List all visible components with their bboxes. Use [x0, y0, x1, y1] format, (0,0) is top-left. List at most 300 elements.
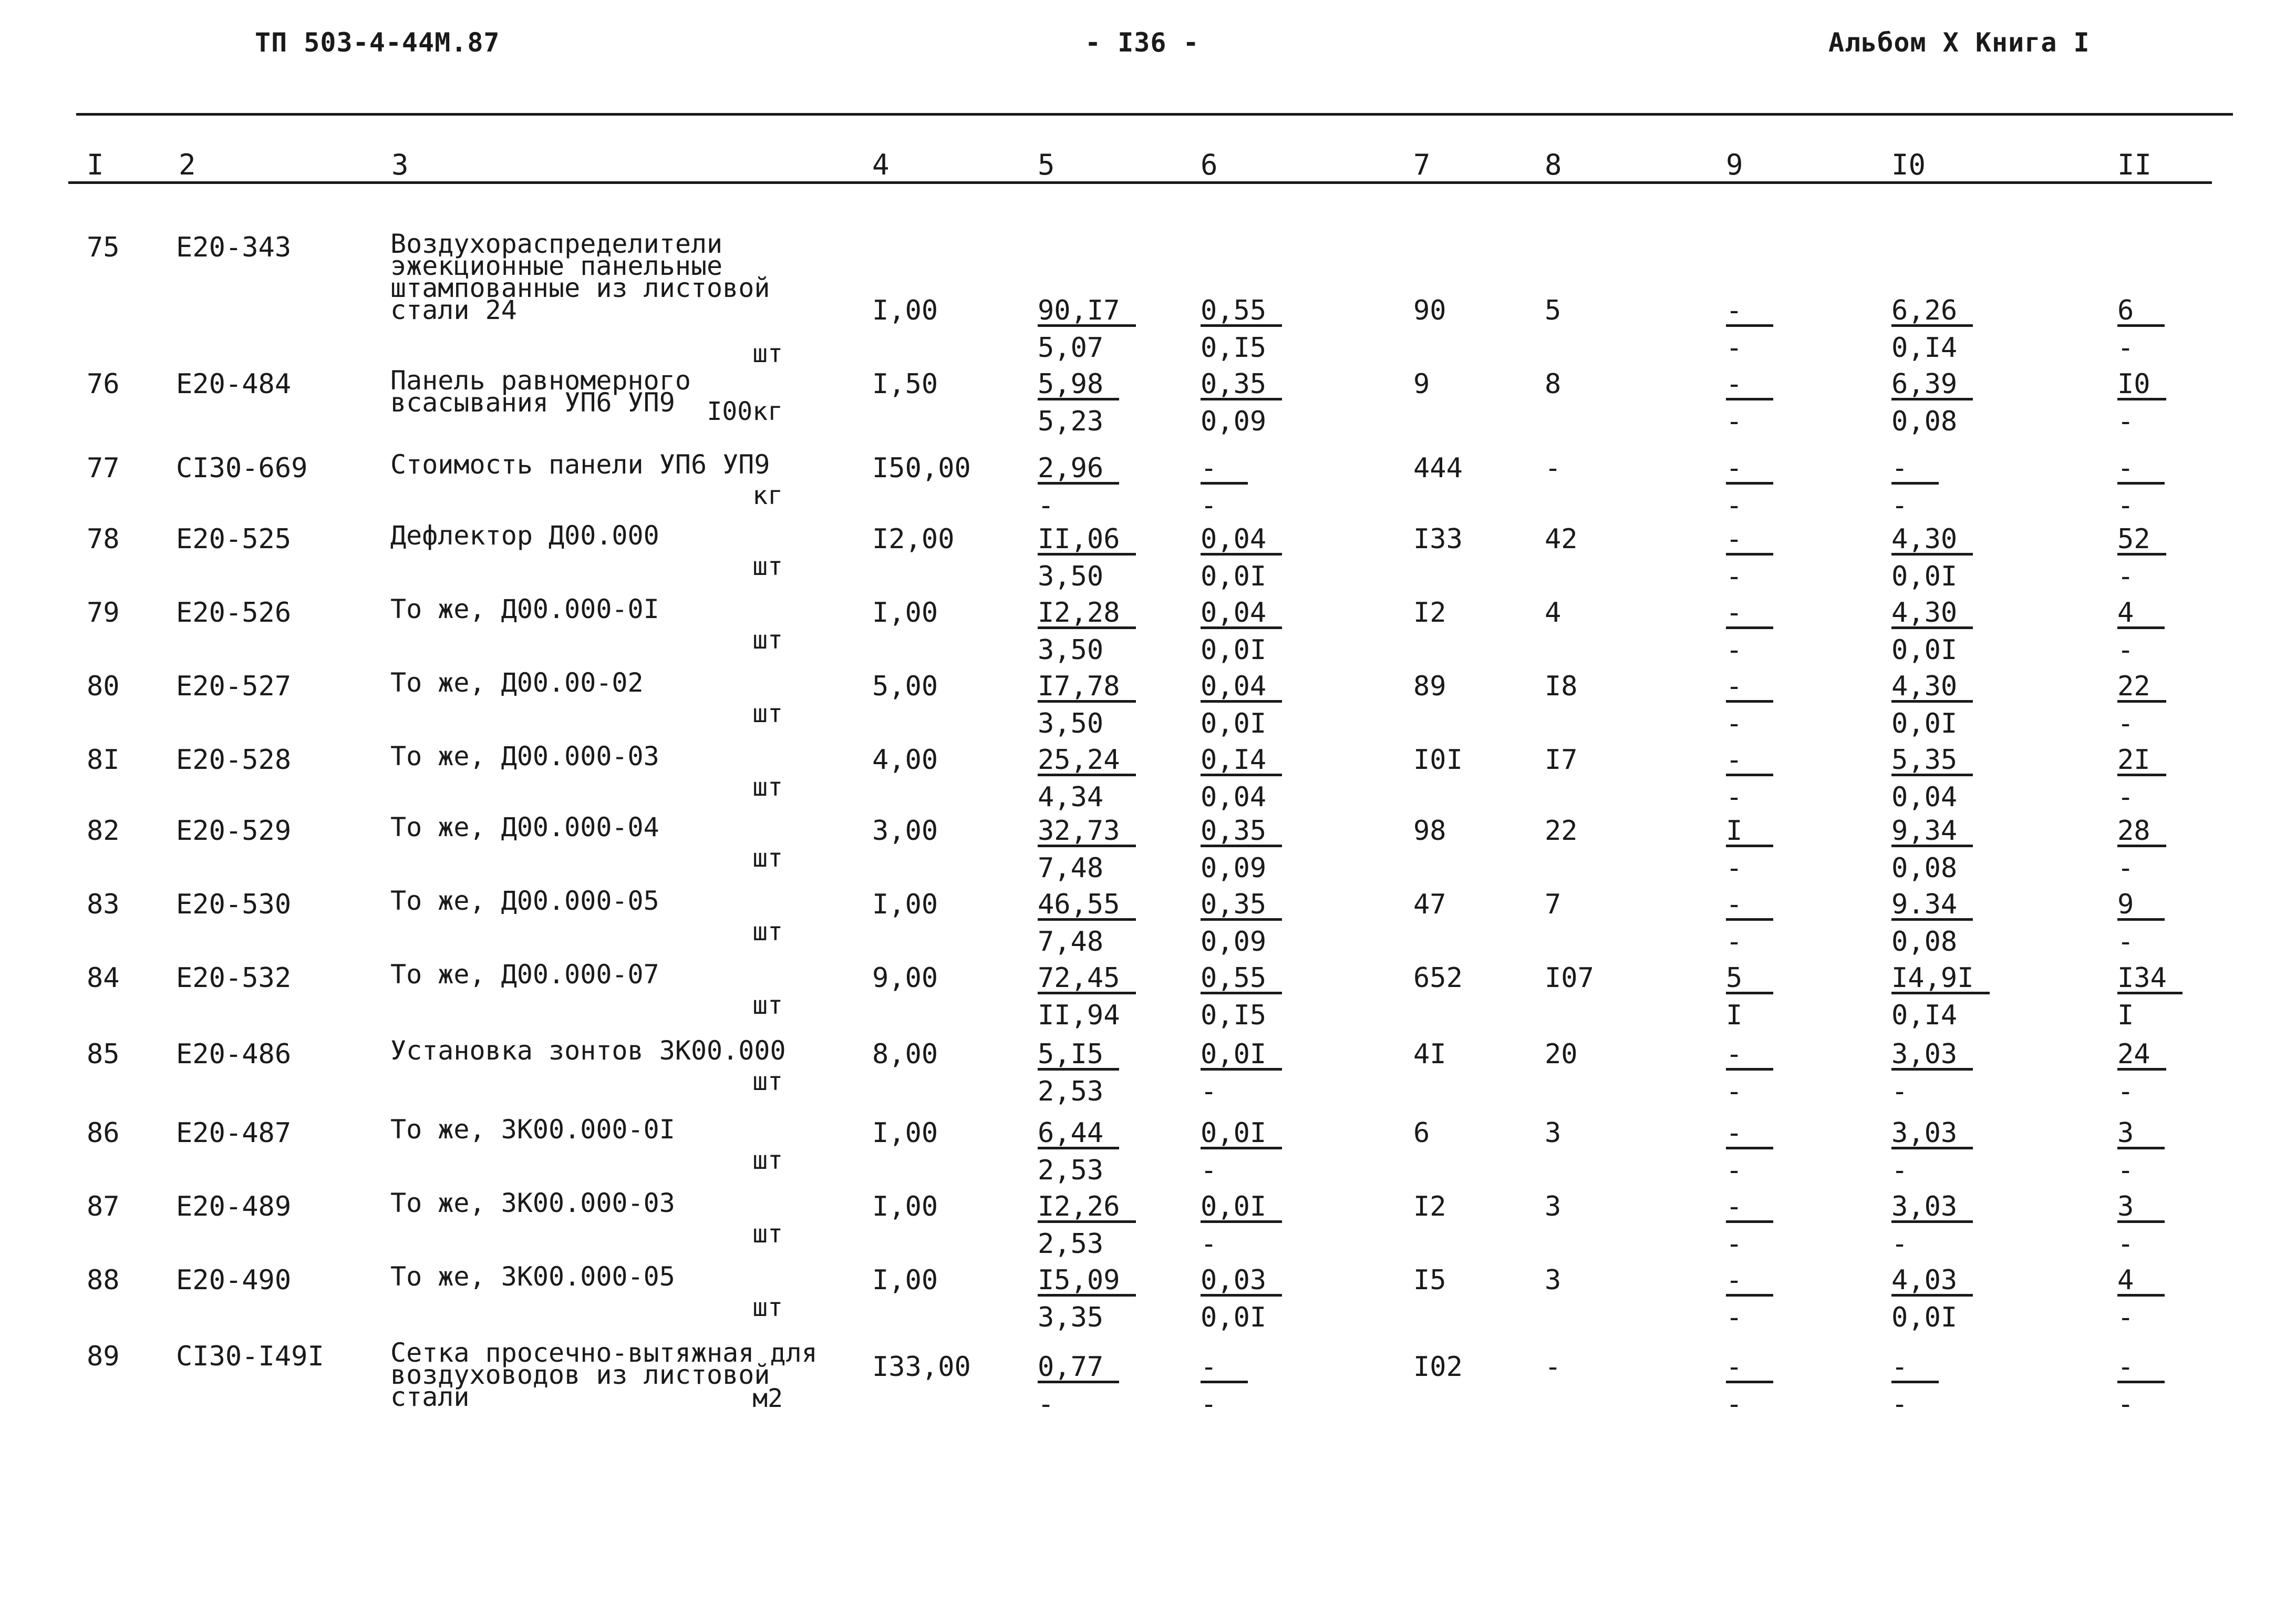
column-number: 2: [179, 148, 196, 181]
column-7-value: 4I: [1413, 1039, 1446, 1070]
column-8-value: 20: [1545, 1039, 1578, 1070]
c5-denominator: -: [1038, 490, 1054, 521]
c6-denominator: 0,I5: [1201, 332, 1267, 364]
c10-value: [1891, 1353, 1939, 1418]
c9-numerator: -: [1726, 526, 1773, 556]
c9-denominator: -: [1726, 1155, 1743, 1186]
c6-value: [1201, 1193, 1282, 1258]
c10-denominator: 0,08: [1891, 406, 1958, 437]
work-description: Стоимость панели УП6 УП9: [390, 449, 770, 480]
work-description: То же, Д00.000-07: [390, 959, 659, 990]
c10-numerator: 4,30: [1891, 673, 1973, 703]
c10-numerator: 6,26: [1891, 297, 1973, 327]
c10-value: [1891, 297, 1973, 362]
column-8-value: 5: [1545, 295, 1561, 326]
c5-numerator: 72,45: [1038, 964, 1136, 994]
c9-value: [1726, 817, 1773, 882]
c10-denominator: 0,0I: [1891, 561, 1958, 592]
c10-numerator: -: [1891, 455, 1939, 485]
price-code: Е20-525: [176, 523, 292, 555]
c10-numerator: 5,35: [1891, 746, 1973, 776]
unit-of-measure: I00кг: [707, 397, 783, 426]
unit-of-measure: шт: [752, 917, 783, 947]
c11-denominator: -: [2117, 332, 2134, 364]
work-description: Воздухораспределители эжекционные панельные штампованные из листовой стали 24: [390, 229, 770, 325]
c6-value: [1201, 523, 1282, 592]
c5-numerator: 2,96: [1038, 455, 1119, 485]
c9-denominator: -: [1726, 926, 1743, 958]
c10-numerator: 3,03: [1891, 1119, 1973, 1149]
c5-numerator: 5,98: [1038, 371, 1119, 400]
price-code: Е20-489: [176, 1191, 292, 1222]
c9-denominator: -: [1726, 708, 1743, 739]
c10-numerator: -: [1891, 1353, 1939, 1383]
column-number: 4: [872, 148, 890, 181]
c11-value: [2117, 455, 2165, 519]
column-7-value: I02: [1413, 1351, 1463, 1383]
c6-numerator: -: [1201, 1353, 1248, 1383]
column-8-value: 8: [1545, 368, 1561, 400]
c9-value: [1726, 599, 1773, 664]
c5-denominator: 3,50: [1038, 561, 1104, 592]
c11-numerator: 28: [2117, 817, 2166, 847]
c11-numerator: -: [2117, 455, 2165, 485]
column-number: 5: [1038, 148, 1055, 181]
c5-numerator: II,06: [1038, 526, 1136, 556]
c9-denominator: -: [1726, 1228, 1743, 1260]
c6-value: [1201, 673, 1282, 737]
c5-denominator: 7,48: [1038, 926, 1104, 958]
c9-value: [1726, 455, 1773, 519]
c6-denominator: 0,0I: [1201, 1302, 1267, 1333]
c11-numerator: 22: [2117, 673, 2166, 703]
column-8-value: 42: [1545, 523, 1578, 555]
c6-value: [1201, 455, 1248, 519]
row-number: 88: [87, 1265, 120, 1296]
c9-value: [1726, 889, 1773, 958]
quantity: 5,00: [872, 671, 938, 702]
work-description: То же, Д00.00-02: [390, 667, 644, 698]
c11-value: [2117, 1119, 2165, 1184]
work-description: Сетка просечно-вытяжная для воздуховодов из листовой стали: [390, 1338, 818, 1412]
c11-value: [2117, 889, 2165, 958]
c11-numerator: 4: [2117, 1267, 2165, 1297]
c10-numerator: 4,03: [1891, 1267, 1973, 1297]
column-8-value: I7: [1545, 744, 1578, 776]
row-number: 75: [87, 232, 120, 263]
c9-value: [1726, 523, 1773, 592]
c11-numerator: -: [2117, 1353, 2165, 1383]
column-7-value: 89: [1413, 671, 1446, 702]
c9-value: [1726, 1119, 1773, 1184]
c6-denominator: -: [1201, 1228, 1217, 1260]
c11-denominator: -: [2117, 926, 2134, 958]
work-description: Панель равномерного всасывания УП6 УП9: [390, 365, 691, 418]
c10-denominator: 0,I4: [1891, 1000, 1958, 1031]
c9-value: [1726, 368, 1773, 437]
column-7-value: 652: [1413, 962, 1463, 994]
price-code: Е20-530: [176, 889, 292, 920]
c10-denominator: 0,0I: [1891, 708, 1958, 739]
c11-numerator: 9: [2117, 891, 2165, 921]
c10-value: [1891, 455, 1939, 519]
c5-numerator: I2,26: [1038, 1193, 1136, 1223]
c6-value: [1201, 746, 1282, 811]
c9-denominator: -: [1726, 332, 1743, 364]
c9-denominator: -: [1726, 406, 1743, 437]
work-description: То же, Д00.000-03: [390, 741, 659, 772]
c6-value: [1201, 817, 1282, 882]
unit-of-measure: шт: [752, 699, 783, 728]
quantity: I,00: [872, 295, 938, 326]
price-code: СI30-669: [176, 453, 308, 484]
row-number: 83: [87, 889, 120, 920]
c11-value: [2117, 746, 2166, 811]
c9-numerator: -: [1726, 1041, 1773, 1071]
column-8-value: 22: [1545, 815, 1578, 847]
unit-of-measure: шт: [752, 991, 783, 1020]
column-number: 9: [1726, 148, 1743, 181]
row-number: 77: [87, 453, 120, 484]
c6-value: [1201, 1353, 1248, 1418]
c5-value: [1038, 599, 1136, 664]
row-number: 85: [87, 1039, 120, 1070]
row-number: 78: [87, 523, 120, 555]
work-description: То же, ЗК00.000-0I: [390, 1114, 675, 1145]
c5-denominator: 3,35: [1038, 1302, 1104, 1333]
c5-value: [1038, 1119, 1119, 1184]
c5-numerator: I5,09: [1038, 1267, 1136, 1297]
c10-value: [1891, 1267, 1973, 1331]
c6-numerator: 0,0I: [1201, 1193, 1282, 1223]
c6-value: [1201, 889, 1282, 958]
c6-value: [1201, 1267, 1282, 1331]
column-8-value: -: [1545, 453, 1561, 484]
column-7-value: 47: [1413, 889, 1446, 920]
row-number: 79: [87, 597, 120, 629]
c9-numerator: -: [1726, 455, 1773, 485]
column-number: I: [87, 148, 104, 181]
c11-numerator: I34: [2117, 964, 2183, 994]
column-number: I0: [1891, 148, 1926, 181]
c6-numerator: 0,0I: [1201, 1041, 1282, 1071]
c9-numerator: 5: [1726, 964, 1773, 994]
c9-denominator: -: [1726, 490, 1743, 521]
row-number: 82: [87, 815, 120, 847]
c6-numerator: -: [1201, 455, 1248, 485]
c5-numerator: I2,28: [1038, 599, 1136, 629]
c5-value: [1038, 297, 1136, 362]
c11-value: [2117, 1267, 2165, 1331]
column-8-value: 4: [1545, 597, 1561, 629]
quantity: 4,00: [872, 744, 938, 776]
c5-denominator: 3,50: [1038, 634, 1104, 666]
c9-numerator: -: [1726, 891, 1773, 921]
c5-denominator: 7,48: [1038, 852, 1104, 884]
document-code: ТП 503-4-44М.87: [255, 27, 500, 58]
c5-value: [1038, 964, 1136, 1029]
column-7-value: 444: [1413, 453, 1463, 484]
c6-denominator: -: [1201, 1155, 1217, 1186]
c6-denominator: 0,04: [1201, 782, 1267, 813]
quantity: I33,00: [872, 1351, 971, 1383]
unit-of-measure: шт: [752, 1067, 783, 1096]
column-number: 7: [1413, 148, 1431, 181]
c6-denominator: 0,09: [1201, 852, 1267, 884]
quantity: I,00: [872, 889, 938, 920]
unit-of-measure: шт: [752, 552, 783, 581]
c6-denominator: -: [1201, 1389, 1217, 1420]
c11-denominator: -: [2117, 406, 2134, 437]
column-8-value: I07: [1545, 962, 1594, 994]
c10-value: [1891, 964, 1990, 1029]
c11-denominator: -: [2117, 1228, 2134, 1260]
c10-denominator: 0,08: [1891, 852, 1958, 884]
c5-value: [1038, 523, 1136, 592]
work-description: То же, ЗК00.000-03: [390, 1188, 675, 1218]
c6-value: [1201, 1041, 1282, 1105]
c5-denominator: 5,07: [1038, 332, 1104, 364]
c6-value: [1201, 368, 1282, 437]
c10-value: [1891, 673, 1973, 737]
c9-value: [1726, 1267, 1773, 1331]
work-description: Установка зонтов ЗК00.000: [390, 1035, 786, 1066]
c11-value: [2117, 964, 2183, 1029]
c10-denominator: -: [1891, 490, 1908, 521]
c10-numerator: 3,03: [1891, 1193, 1973, 1223]
c10-denominator: 0,0I: [1891, 634, 1958, 666]
c11-numerator: 4: [2117, 599, 2165, 629]
c10-value: [1891, 1119, 1973, 1184]
c5-denominator: 5,23: [1038, 406, 1104, 437]
c5-value: [1038, 746, 1136, 811]
c5-value: [1038, 817, 1136, 882]
c11-denominator: -: [2117, 852, 2134, 884]
c10-value: [1891, 368, 1973, 437]
c11-numerator: 52: [2117, 526, 2166, 556]
work-description: То же, Д00.000-05: [390, 886, 659, 916]
quantity: I,00: [872, 1265, 938, 1296]
c9-denominator: -: [1726, 1389, 1743, 1420]
column-7-value: I2: [1413, 597, 1446, 629]
c11-value: [2117, 599, 2165, 664]
c6-denominator: -: [1201, 490, 1217, 521]
c10-denominator: -: [1891, 1076, 1908, 1107]
quantity: I,00: [872, 597, 938, 629]
c6-value: [1201, 297, 1282, 362]
c9-value: [1726, 964, 1773, 1029]
column-number: 6: [1201, 148, 1218, 181]
c9-numerator: -: [1726, 1267, 1773, 1297]
price-code: Е20-484: [176, 368, 292, 400]
work-description: То же, ЗК00.000-05: [390, 1261, 675, 1292]
row-number: 8I: [87, 744, 120, 776]
c6-denominator: -: [1201, 1076, 1217, 1107]
column-8-value: I8: [1545, 671, 1578, 702]
price-code: Е20-526: [176, 597, 292, 629]
c10-denominator: 0,04: [1891, 782, 1958, 813]
c5-numerator: 5,I5: [1038, 1041, 1119, 1071]
c6-numerator: 0,35: [1201, 891, 1282, 921]
price-code: Е20-532: [176, 962, 292, 994]
quantity: I,00: [872, 1191, 938, 1222]
c10-numerator: 9,34: [1891, 817, 1973, 847]
c5-denominator: 2,53: [1038, 1155, 1104, 1186]
c10-denominator: 0,0I: [1891, 1302, 1958, 1333]
c5-numerator: I7,78: [1038, 673, 1136, 703]
price-code: Е20-528: [176, 744, 292, 776]
c5-numerator: 25,24: [1038, 746, 1136, 776]
c5-value: [1038, 1041, 1119, 1105]
c10-numerator: 4,30: [1891, 526, 1973, 556]
c10-value: [1891, 889, 1973, 958]
row-number: 87: [87, 1191, 120, 1222]
c6-denominator: 0,0I: [1201, 634, 1267, 666]
price-code: СI30-I49I: [176, 1341, 324, 1372]
c5-denominator: 2,53: [1038, 1076, 1104, 1107]
c11-denominator: -: [2117, 1302, 2134, 1333]
work-description: То же, Д00.000-04: [390, 812, 659, 842]
header-rule: [68, 181, 2212, 184]
c10-value: [1891, 599, 1973, 664]
c11-denominator: -: [2117, 782, 2134, 813]
c10-value: [1891, 1193, 1973, 1258]
c5-value: [1038, 368, 1119, 437]
c6-numerator: 0,35: [1201, 817, 1282, 847]
column-7-value: I2: [1413, 1191, 1446, 1222]
c5-denominator: 3,50: [1038, 708, 1104, 739]
c11-denominator: -: [2117, 1076, 2134, 1107]
c9-value: [1726, 1193, 1773, 1258]
c11-value: [2117, 368, 2166, 437]
c6-numerator: 0,I4: [1201, 746, 1282, 776]
price-code: Е20-490: [176, 1265, 292, 1296]
c11-value: [2117, 817, 2166, 882]
column-number: 3: [391, 148, 409, 181]
c6-denominator: 0,0I: [1201, 561, 1267, 592]
c9-numerator: -: [1726, 599, 1773, 629]
price-code: Е20-529: [176, 815, 292, 847]
c9-denominator: -: [1726, 561, 1743, 592]
column-7-value: 98: [1413, 815, 1446, 847]
unit-of-measure: шт: [752, 1293, 783, 1322]
c5-denominator: 2,53: [1038, 1228, 1104, 1260]
album-label: Альбом X Книга I: [1828, 27, 2090, 58]
price-code: Е20-343: [176, 232, 292, 263]
c5-value: [1038, 455, 1119, 519]
c10-numerator: 9.34: [1891, 891, 1973, 921]
column-7-value: I0I: [1413, 744, 1463, 776]
c11-denominator: I: [2117, 1000, 2134, 1031]
c10-numerator: 3,03: [1891, 1041, 1973, 1071]
column-number: II: [2117, 148, 2152, 181]
price-code: Е20-486: [176, 1039, 292, 1070]
c9-numerator: I: [1726, 817, 1773, 847]
c9-numerator: -: [1726, 297, 1773, 327]
column-8-value: 7: [1545, 889, 1561, 920]
c9-numerator: -: [1726, 746, 1773, 776]
c6-numerator: 0,03: [1201, 1267, 1282, 1297]
c5-value: [1038, 1267, 1136, 1331]
row-number: 76: [87, 368, 120, 400]
c5-value: [1038, 889, 1136, 958]
c11-denominator: -: [2117, 1155, 2134, 1186]
c11-numerator: I0: [2117, 371, 2166, 400]
row-number: 89: [87, 1341, 120, 1372]
c10-value: [1891, 1041, 1973, 1105]
quantity: 9,00: [872, 962, 938, 994]
c5-value: [1038, 1353, 1119, 1418]
c9-denominator: -: [1726, 852, 1743, 884]
column-7-value: 9: [1413, 368, 1430, 400]
row-number: 80: [87, 671, 120, 702]
c11-denominator: -: [2117, 490, 2134, 521]
column-7-value: I33: [1413, 523, 1463, 555]
c11-numerator: 6: [2117, 297, 2165, 327]
c6-numerator: 0,04: [1201, 599, 1282, 629]
c11-numerator: 3: [2117, 1119, 2165, 1149]
c9-value: [1726, 1041, 1773, 1105]
column-number: 8: [1545, 148, 1562, 181]
c11-numerator: 3: [2117, 1193, 2165, 1223]
c10-denominator: 0,08: [1891, 926, 1958, 958]
c9-numerator: -: [1726, 1193, 1773, 1223]
unit-of-measure: шт: [752, 1146, 783, 1175]
c10-denominator: -: [1891, 1389, 1908, 1420]
quantity: I,00: [872, 1117, 938, 1149]
c6-numerator: 0,55: [1201, 964, 1282, 994]
c5-denominator: II,94: [1038, 1000, 1120, 1031]
price-code: Е20-487: [176, 1117, 292, 1149]
c9-denominator: -: [1726, 782, 1743, 813]
c5-numerator: 90,I7: [1038, 297, 1136, 327]
c10-numerator: 4,30: [1891, 599, 1973, 629]
c9-numerator: -: [1726, 371, 1773, 400]
c10-numerator: 6,39: [1891, 371, 1973, 400]
c10-denominator: -: [1891, 1155, 1908, 1186]
c11-numerator: 24: [2117, 1041, 2166, 1071]
column-7-value: 90: [1413, 295, 1446, 326]
c11-denominator: -: [2117, 561, 2134, 592]
c9-value: [1726, 673, 1773, 737]
column-7-value: 6: [1413, 1117, 1430, 1149]
page-number: - I36 -: [1085, 27, 1199, 58]
work-description: Дефлектор Д00.000: [390, 520, 659, 551]
c9-denominator: -: [1726, 634, 1743, 666]
c5-numerator: 6,44: [1038, 1119, 1119, 1149]
quantity: 3,00: [872, 815, 938, 847]
unit-of-measure: шт: [752, 625, 783, 655]
quantity: 8,00: [872, 1039, 938, 1070]
unit-of-measure: шт: [752, 773, 783, 802]
c10-denominator: 0,I4: [1891, 332, 1958, 364]
column-8-value: 3: [1545, 1117, 1561, 1149]
quantity: I2,00: [872, 523, 955, 555]
c9-denominator: -: [1726, 1076, 1743, 1107]
c11-value: [2117, 673, 2166, 737]
c5-numerator: 32,73: [1038, 817, 1136, 847]
c5-value: [1038, 1193, 1136, 1258]
c6-numerator: 0,04: [1201, 526, 1282, 556]
c6-numerator: 0,35: [1201, 371, 1282, 400]
quantity: I,50: [872, 368, 938, 400]
column-8-value: -: [1545, 1351, 1561, 1383]
c5-numerator: 46,55: [1038, 891, 1136, 921]
c9-numerator: -: [1726, 1353, 1773, 1383]
c6-value: [1201, 964, 1282, 1029]
c11-numerator: 2I: [2117, 746, 2166, 776]
unit-of-measure: м2: [752, 1384, 783, 1413]
